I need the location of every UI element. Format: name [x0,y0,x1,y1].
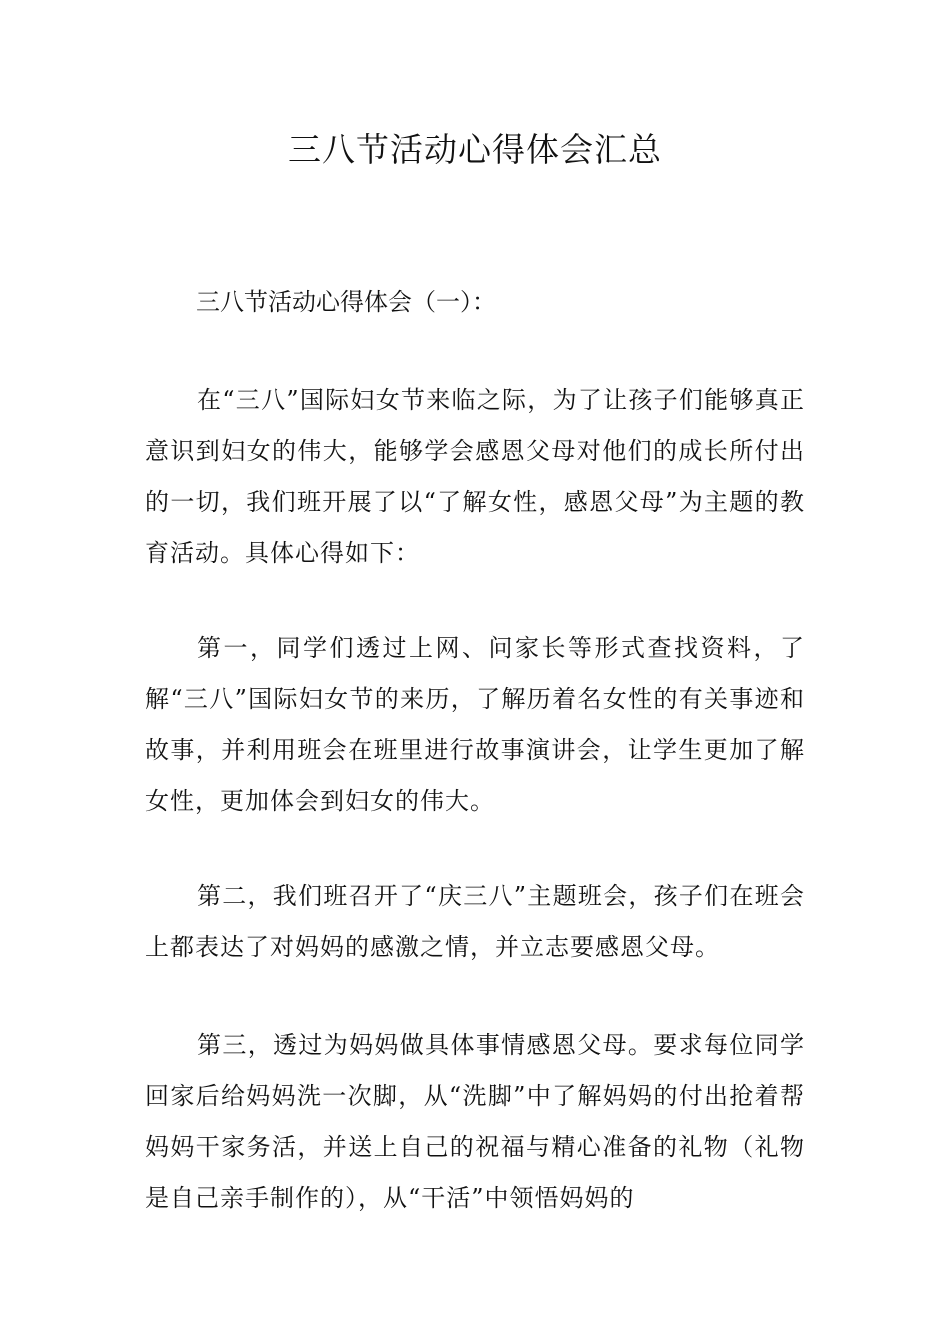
paragraph-third-point: 第三，透过为妈妈做具体事情感恩父母。要求每位同学回家后给妈妈洗一次脚，从“洗脚”中了解妈妈的付出抢着帮妈妈干家务活，并送上自己的祝福与精心准备的礼物（礼物是自己亲手制作的），从“干活”中领悟妈妈的 [145,1031,805,1212]
paragraph-second-point: 第二，我们班召开了“庆三八”主题班会，孩子们在班会上都表达了对妈妈的感激之情，并立志要感恩父母。 [145,882,805,961]
paragraph-first-point: 第一，同学们透过上网、问家长等形式查找资料，了解“三八”国际妇女节的来历，了解历着名女性的有关事迹和故事，并利用班会在班里进行故事演讲会，让学生更加了解女性，更加体会到妇女的伟大。 [145,634,805,815]
paragraph-intro: 在“三八”国际妇女节来临之际，为了让孩子们能够真正意识到妇女的伟大，能够学会感恩父母对他们的成长所付出的一切，我们班开展了以“了解女性，感恩父母”为主题的教育活动。具体心得如下： [145,386,805,567]
page-title: 三八节活动心得体会汇总 [288,130,662,169]
section-heading: 三八节活动心得体会（一）： [196,288,496,316]
